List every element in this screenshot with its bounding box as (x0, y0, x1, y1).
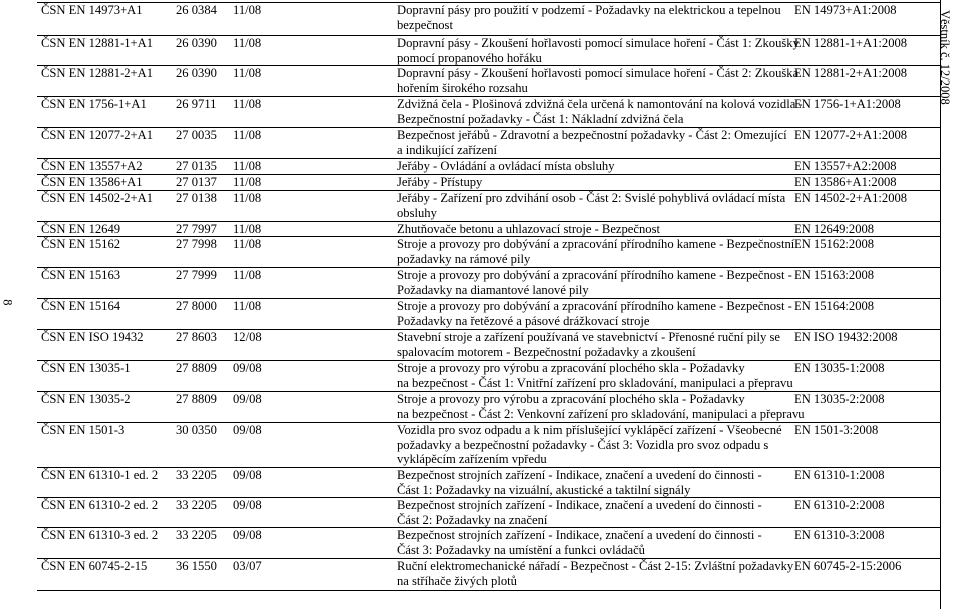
classification-number: 27 0135 (176, 159, 217, 173)
title-line: spalovacím motorem - Bezpečnostní požadavky a zkoušení (397, 344, 696, 359)
classification-number: 27 8809 (176, 361, 217, 375)
title-line: Zdvižná čela - Plošinová zdvižná čela určená k namontování na kolová vozidla - (397, 97, 803, 111)
title-line: Část 2: Požadavky na značení (397, 512, 548, 527)
title-line: obsluhy (397, 205, 437, 220)
title-line: Bezpečnost strojních zařízení - Indikace, značení a uvedení do činnosti - (397, 498, 762, 512)
standard-title (397, 66, 799, 95)
issue-date: 11/08 (233, 66, 262, 80)
en-reference: EN 13586+A1:2008 (794, 175, 897, 189)
en-reference: EN 12881-1+A1:2008 (794, 36, 908, 50)
standard-title (397, 128, 789, 157)
standard-title (397, 175, 789, 190)
csn-designation: ČSN EN 15164 (41, 299, 121, 313)
classification-number: 26 0384 (176, 3, 217, 17)
standard-title (397, 299, 792, 328)
title-line: Dopravní pásy pro použití v podzemí - Požadavky na elektrickou a tepelnou (397, 3, 781, 17)
classification-number: 27 0035 (176, 128, 217, 142)
title-line: Část 1: Požadavky na vizuální, akustické a taktilní signály (397, 482, 691, 497)
title-line: pomocí propanového hořáku (397, 50, 542, 65)
classification-number: 27 0137 (176, 175, 217, 189)
issue-date: 11/08 (233, 222, 262, 236)
standard-title (397, 222, 789, 237)
title-line: Bezpečnost jeřábů - Zdravotní a bezpečnostní požadavky - Část 2: Omezující (397, 128, 787, 142)
title-line: Stroje a provozy pro dobývání a zpracování přírodního kamene - Bezpečnostní (397, 237, 795, 251)
en-reference: EN 61310-2:2008 (794, 498, 885, 512)
issue-date: 11/08 (233, 299, 262, 313)
classification-number: 27 8603 (176, 330, 217, 344)
en-reference: EN 1756-1+A1:2008 (794, 97, 901, 111)
classification-number: 26 9711 (176, 97, 217, 111)
csn-designation: ČSN EN 15162 (41, 237, 121, 251)
en-reference: EN 13035-2:2008 (794, 392, 885, 406)
title-line: Zhutňovače betonu a uhlazovací stroje - Bezpečnost (397, 222, 660, 236)
title-line: Jeřáby - Ovládání a ovládací místa obsluhy (397, 159, 615, 173)
en-reference: EN 61310-1:2008 (794, 468, 885, 482)
classification-number: 27 8000 (176, 299, 217, 313)
issue-date: 09/08 (233, 392, 262, 406)
en-reference: EN 15164:2008 (794, 299, 875, 313)
standard-title (397, 268, 792, 297)
en-reference: EN 14973+A1:2008 (794, 3, 897, 17)
standard-title (397, 3, 789, 32)
title-line: Stroje a provozy pro dobývání a zpracování přírodního kamene - Bezpečnost - (397, 299, 792, 313)
csn-designation: ČSN EN 61310-3 ed. 2 (41, 528, 159, 542)
classification-number: 33 2205 (176, 498, 217, 512)
standard-title (397, 559, 794, 588)
title-line: Část 3: Požadavky na umístění a funkci ovládačů (397, 542, 645, 557)
issue-date: 11/08 (233, 36, 262, 50)
csn-designation: ČSN EN 13035-2 (41, 392, 131, 406)
en-reference: EN 14502-2+A1:2008 (794, 191, 908, 205)
standard-title (397, 237, 795, 266)
csn-designation: ČSN EN 61310-2 ed. 2 (41, 498, 159, 512)
classification-number: 27 7999 (176, 268, 217, 282)
issue-date: 03/07 (233, 559, 262, 573)
en-reference: EN 60745-2-15:2006 (794, 559, 902, 573)
issue-date: 11/08 (233, 128, 262, 142)
classification-number: 27 0138 (176, 191, 217, 205)
standard-title (397, 191, 789, 220)
issue-date: 11/08 (233, 175, 262, 189)
standard-title (397, 392, 805, 421)
classification-number: 26 0390 (176, 66, 217, 80)
title-line: Stroje a provozy pro výrobu a zpracování plochého skla - Požadavky (397, 361, 745, 375)
title-line: Bezpečnostní požadavky - Část 1: Nákladní zdvižná čela (397, 111, 684, 126)
standard-title (397, 361, 793, 390)
classification-number: 27 8809 (176, 392, 217, 406)
title-line: Jeřáby - Přístupy (397, 175, 483, 189)
issue-date: 09/08 (233, 528, 262, 542)
title-line: požadavky na rámové pily (397, 251, 531, 266)
standard-title (397, 528, 789, 557)
standard-title (397, 36, 799, 65)
csn-designation: ČSN EN 13586+A1 (41, 175, 143, 189)
issue-date: 09/08 (233, 468, 262, 482)
issue-date: 11/08 (233, 237, 262, 251)
csn-designation: ČSN EN 12881-1+A1 (41, 36, 154, 50)
title-line: vyklápěcím zařízením vpředu (397, 452, 547, 467)
row-divider (37, 590, 940, 591)
en-reference: EN 61310-3:2008 (794, 528, 885, 542)
standard-title (397, 423, 789, 467)
csn-designation: ČSN EN 15163 (41, 268, 121, 282)
title-line: Dopravní pásy - Zkoušení hořlavosti pomocí simulace hoření - Část 2: Zkouška (397, 66, 799, 80)
csn-designation: ČSN EN 14502-2+A1 (41, 191, 154, 205)
classification-number: 30 0350 (176, 423, 217, 437)
csn-designation: ČSN EN 60745-2-15 (41, 559, 148, 573)
journal-header: Věstník č. 12/2008 (937, 9, 952, 105)
title-line: Dopravní pásy - Zkoušení hořlavosti pomocí simulace hoření - Část 1: Zkoušky (397, 36, 799, 50)
issue-date: 11/08 (233, 3, 262, 17)
classification-number: 33 2205 (176, 528, 217, 542)
right-border (940, 0, 941, 609)
title-line: Stavební stroje a zařízení používaná ve stavebnictví - Přenosné ruční pily se (397, 330, 780, 344)
csn-designation: ČSN EN 12649 (41, 222, 121, 236)
csn-designation: ČSN EN ISO 19432 (41, 330, 144, 344)
csn-designation: ČSN EN 1501-3 (41, 423, 125, 437)
issue-date: 09/08 (233, 498, 262, 512)
csn-designation: ČSN EN 14973+A1 (41, 3, 143, 17)
en-reference: EN ISO 19432:2008 (794, 330, 898, 344)
classification-number: 26 0390 (176, 36, 217, 50)
title-line: Jeřáby - Zařízení pro zdvihání osob - Část 2: Svislé pohyblivá ovládací místa (397, 191, 786, 205)
classification-number: 33 2205 (176, 468, 217, 482)
classification-number: 27 7998 (176, 237, 217, 251)
title-line: na stříhače živých plotů (397, 573, 517, 588)
classification-number: 36 1550 (176, 559, 217, 573)
csn-designation: ČSN EN 13557+A2 (41, 159, 143, 173)
en-reference: EN 13557+A2:2008 (794, 159, 897, 173)
en-reference: EN 12649:2008 (794, 222, 875, 236)
csn-designation: ČSN EN 12077-2+A1 (41, 128, 154, 142)
title-line: Ruční elektromechanické nářadí - Bezpečnost - Část 2-15: Zvláštní požadavky (397, 559, 794, 573)
issue-date: 12/08 (233, 330, 262, 344)
title-line: bezpečnost (397, 17, 453, 32)
en-reference: EN 1501-3:2008 (794, 423, 879, 437)
csn-designation: ČSN EN 1756-1+A1 (41, 97, 147, 111)
issue-date: 09/08 (233, 361, 262, 375)
en-reference: EN 13035-1:2008 (794, 361, 885, 375)
title-line: Požadavky na řetězové a pásové drážkovací stroje (397, 313, 650, 328)
issue-date: 11/08 (233, 191, 262, 205)
title-line: Stroje a provozy pro dobývání a zpracování přírodního kamene - Bezpečnost - (397, 268, 792, 282)
csn-designation: ČSN EN 12881-2+A1 (41, 66, 154, 80)
title-line: Bezpečnost strojních zařízení - Indikace, značení a uvedení do činnosti - (397, 528, 762, 542)
page-number: 8 (0, 299, 15, 306)
issue-date: 11/08 (233, 268, 262, 282)
standard-title (397, 330, 789, 359)
csn-designation: ČSN EN 13035-1 (41, 361, 131, 375)
en-reference: EN 12077-2+A1:2008 (794, 128, 908, 142)
standard-title (397, 498, 789, 527)
title-line: na bezpečnost - Část 2: Venkovní zařízení pro skladování, manipulaci a přepravu (397, 406, 805, 421)
standard-title (397, 468, 789, 497)
title-line: Bezpečnost strojních zařízení - Indikace, značení a uvedení do činnosti - (397, 468, 762, 482)
classification-number: 27 7997 (176, 222, 217, 236)
csn-designation: ČSN EN 61310-1 ed. 2 (41, 468, 159, 482)
title-line: a indikující zařízení (397, 142, 498, 157)
title-line: na bezpečnost - Část 1: Vnitřní zařízení pro skladování, manipulaci a přepravu (397, 375, 793, 390)
en-reference: EN 15163:2008 (794, 268, 875, 282)
issue-date: 11/08 (233, 97, 262, 111)
title-line: požadavky a bezpečnostní požadavky - Část 3: Vozidla pro svoz odpadu s (397, 437, 769, 452)
standard-title (397, 159, 789, 174)
title-line: Požadavky na diamantové lanové pily (397, 282, 589, 297)
en-reference: EN 15162:2008 (794, 237, 875, 251)
issue-date: 11/08 (233, 159, 262, 173)
issue-date: 09/08 (233, 423, 262, 437)
title-line: Vozidla pro svoz odpadu a k nim příslušející vyklápěcí zařízení - Všeobecné (397, 423, 782, 437)
standard-title (397, 97, 803, 126)
title-line: Stroje a provozy pro výrobu a zpracování plochého skla - Požadavky (397, 392, 745, 406)
en-reference: EN 12881-2+A1:2008 (794, 66, 908, 80)
title-line: hořením širokého rozsahu (397, 80, 528, 95)
